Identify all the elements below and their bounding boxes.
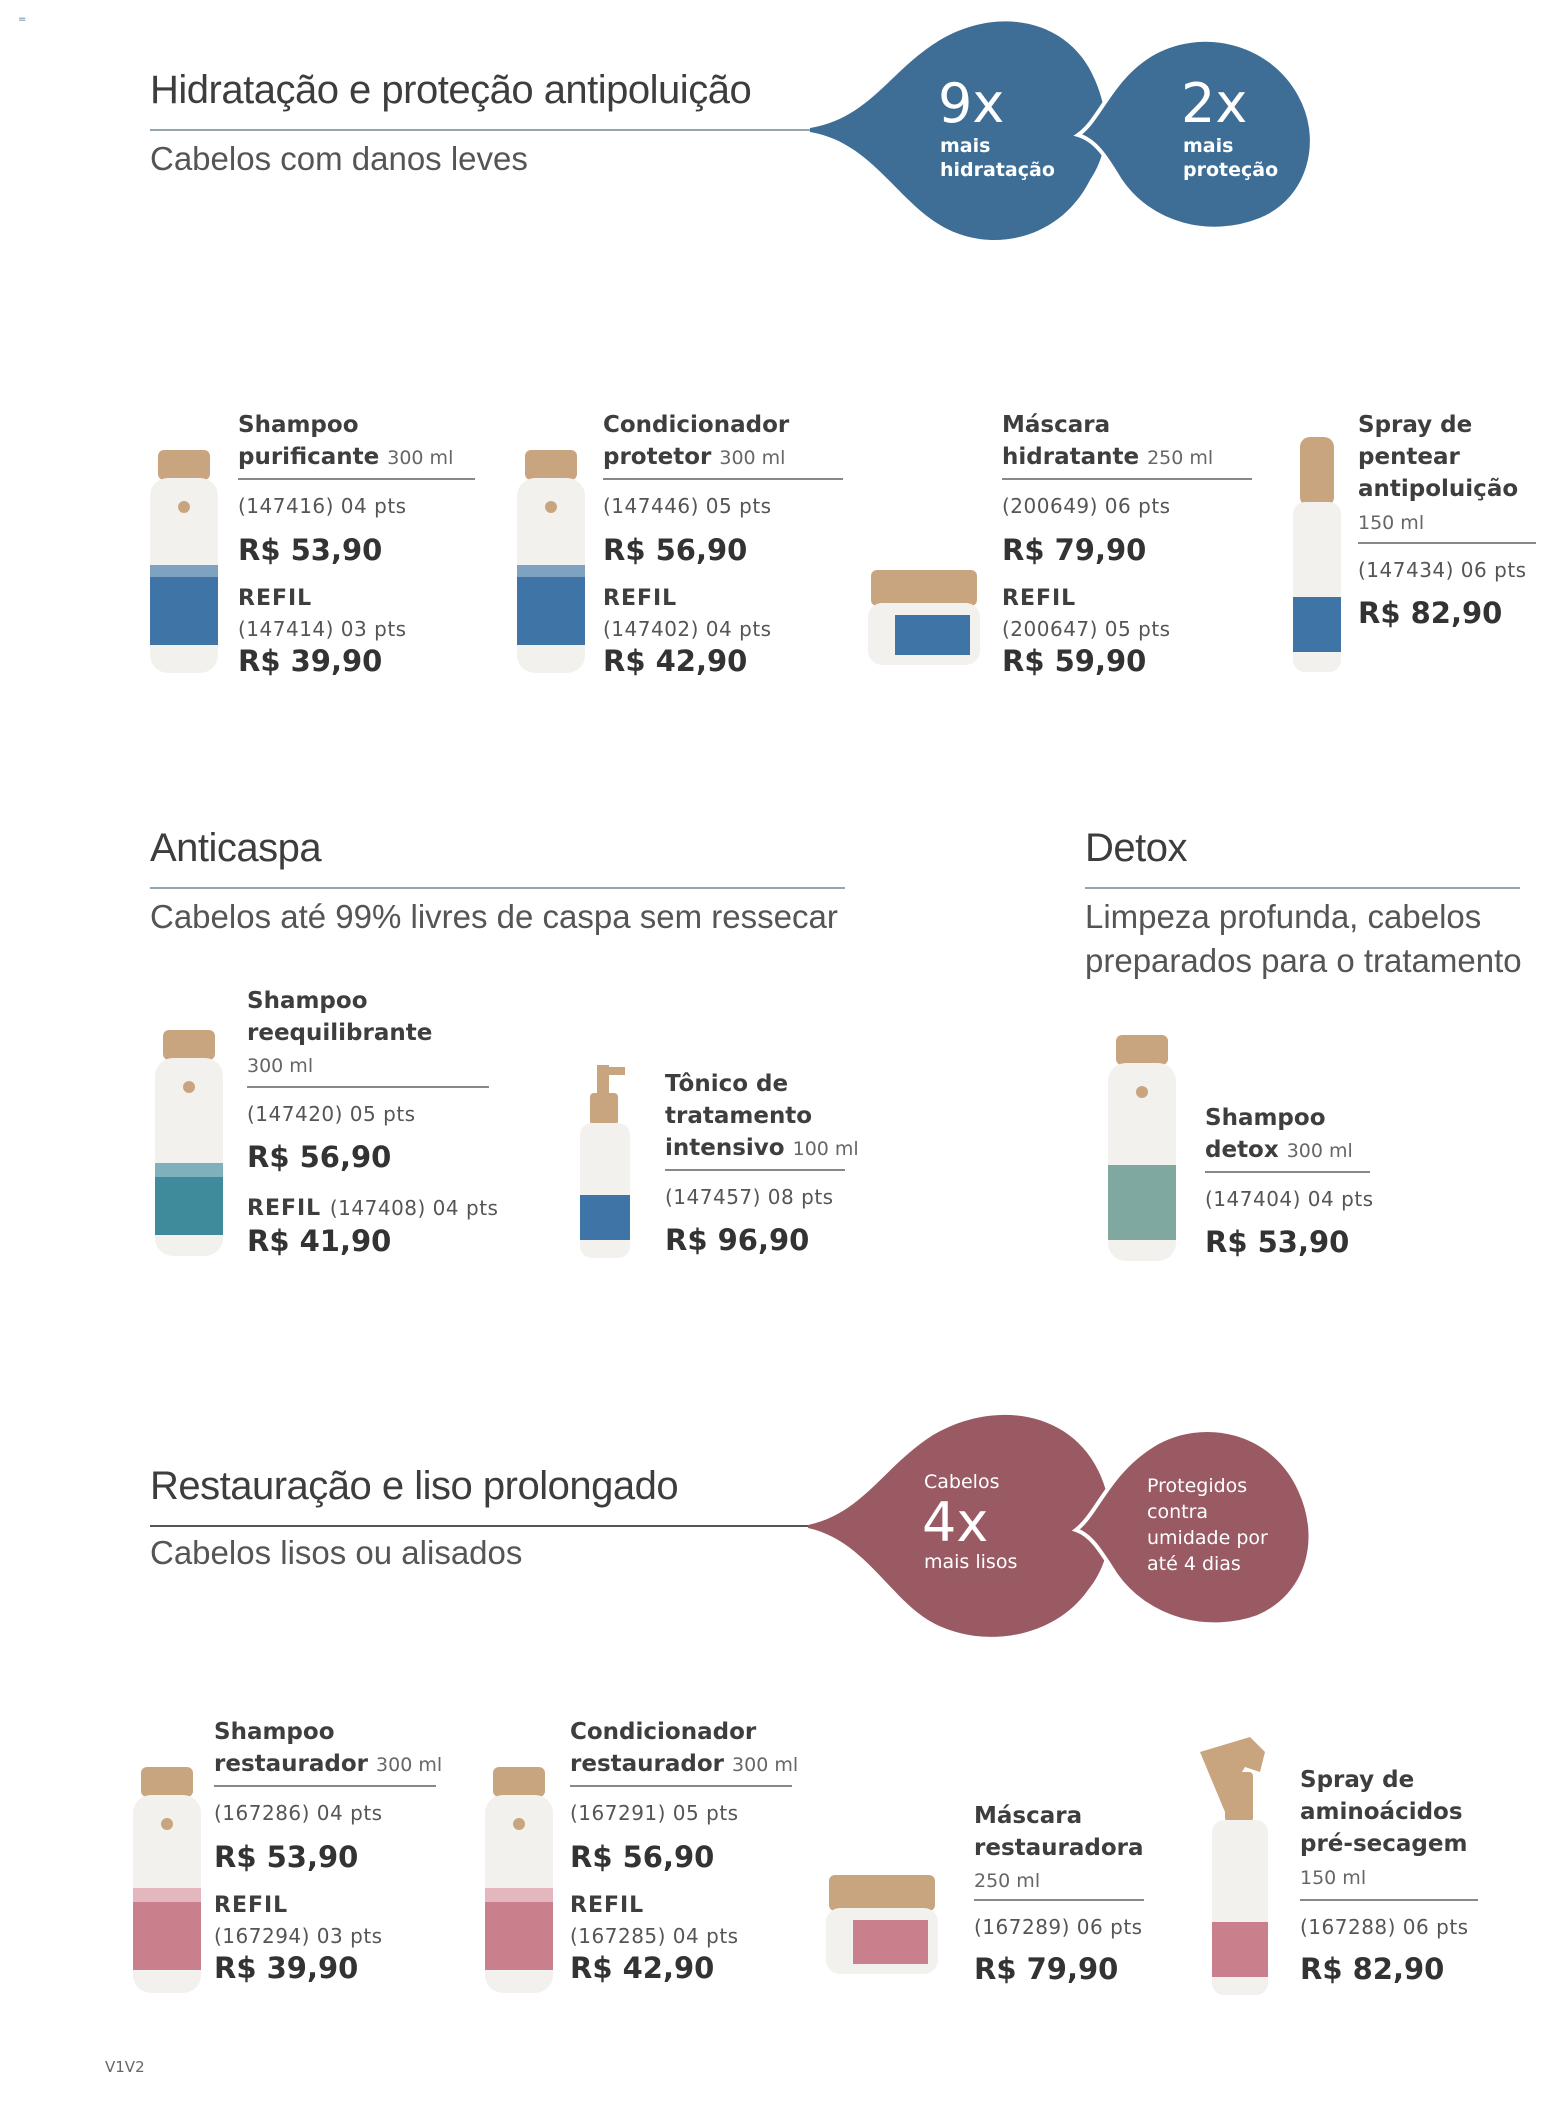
product-code: (147416) 04 pts	[238, 494, 407, 518]
product-price: R$ 96,90	[665, 1223, 810, 1257]
refil-price: R$ 42,90	[570, 1951, 715, 1985]
product-volume: 150 ml	[1358, 512, 1425, 534]
refil-label: REFIL	[570, 1893, 645, 1918]
section-divider	[150, 887, 845, 889]
page-code: V1V2	[105, 2058, 145, 2076]
product-price: R$ 79,90	[1002, 533, 1147, 567]
product-name: Spray de pentear antipoluição	[1358, 412, 1519, 502]
bottle-teal-icon	[150, 1025, 230, 1265]
trigger-spray-icon	[1190, 1732, 1300, 2002]
product-divider	[247, 1086, 489, 1088]
refil-price: R$ 39,90	[238, 644, 383, 678]
bubble-protecao-label1: mais	[1183, 135, 1234, 157]
product-code: (147457) 08 pts	[665, 1185, 834, 1209]
bubble-protecao-label2: proteção	[1183, 159, 1279, 181]
bubble-hidratacao-label2: hidratação	[940, 159, 1055, 181]
product-code: (147404) 04 pts	[1205, 1187, 1374, 1211]
refil-price: R$ 42,90	[603, 644, 748, 678]
refil-price: R$ 39,90	[214, 1951, 359, 1985]
benefit-bubbles	[810, 10, 1330, 255]
product-code: (200649) 06 pts	[1002, 494, 1171, 518]
product-code: (167286) 04 pts	[214, 1801, 383, 1825]
product-price: R$ 82,90	[1300, 1952, 1445, 1986]
refil-code: (147414) 03 pts	[238, 617, 407, 641]
refil-code: (167285) 04 pts	[570, 1924, 739, 1948]
refil-label: REFIL	[603, 586, 678, 611]
bubble-lisos-label2: mais lisos	[924, 1551, 1018, 1573]
section-title-restauracao: Restauração e liso prolongado	[150, 1464, 679, 1508]
refil-line: REFIL (147408) 04 pts	[247, 1196, 499, 1221]
refil-label: REFIL	[1002, 586, 1077, 611]
product-price: R$ 56,90	[570, 1840, 715, 1874]
product-price: R$ 53,90	[1205, 1225, 1350, 1259]
bubble-hidratacao-label1: mais	[940, 135, 991, 157]
section-title-hidratacao: Hidratação e proteção antipoluição	[150, 68, 752, 112]
product-code: (147446) 05 pts	[603, 494, 772, 518]
product-name: Máscara restauradora	[974, 1803, 1144, 1861]
product-divider	[238, 478, 475, 480]
product-code: (167289) 06 pts	[974, 1915, 1143, 1939]
product-price: R$ 56,90	[247, 1140, 392, 1174]
refil-code: (200647) 05 pts	[1002, 617, 1171, 641]
product-volume: 250 ml	[974, 1870, 1041, 1892]
spray-blue-icon	[1288, 432, 1348, 682]
refil-price: R$ 59,90	[1002, 644, 1147, 678]
bubble-umidade-line4: até 4 dias	[1147, 1553, 1241, 1575]
product-code: (147434) 06 pts	[1358, 558, 1527, 582]
section-divider	[1085, 887, 1520, 889]
product-name: Shampoo restaurador 300 ml	[214, 1719, 443, 1777]
refil-label: REFIL	[238, 586, 313, 611]
refil-code: (167294) 03 pts	[214, 1924, 383, 1948]
refil-code: (147402) 04 pts	[603, 617, 772, 641]
product-divider	[1300, 1899, 1478, 1901]
product-name: Spray de aminoácidos pré-secagem	[1300, 1767, 1468, 1857]
dropper-bottle-icon	[572, 1065, 642, 1265]
section-subtitle: Cabelos lisos ou alisados	[150, 1534, 523, 1571]
refil-price: R$ 41,90	[247, 1224, 392, 1258]
product-price: R$ 53,90	[214, 1840, 359, 1874]
product-code: (167291) 05 pts	[570, 1801, 739, 1825]
bubble-protecao-number: 2x	[1181, 72, 1248, 135]
product-price: R$ 79,90	[974, 1952, 1119, 1986]
section-subtitle-line2: preparados para o tratamento	[1085, 942, 1522, 979]
product-divider	[1205, 1171, 1370, 1173]
section-subtitle-line1: Limpeza profunda, cabelos	[1085, 898, 1482, 935]
section-title-detox: Detox	[1085, 826, 1187, 870]
section-divider	[150, 129, 850, 131]
jar-pink-icon	[823, 1870, 943, 1985]
product-name: Shampoo purificante 300 ml	[238, 412, 454, 470]
product-price: R$ 82,90	[1358, 596, 1503, 630]
section-title-anticaspa: Anticaspa	[150, 826, 322, 870]
section-subtitle: Cabelos com danos leves	[150, 140, 528, 177]
product-divider	[214, 1785, 436, 1787]
product-name: Condicionador restaurador 300 ml	[570, 1719, 799, 1777]
product-divider	[603, 478, 843, 480]
bottle-blue-icon	[145, 445, 225, 680]
top-mark: =	[18, 14, 27, 25]
product-divider	[1002, 478, 1252, 480]
bottle-pink-icon	[480, 1762, 560, 2002]
benefit-bubbles	[808, 1395, 1328, 1655]
jar-blue-icon	[865, 565, 985, 675]
bubble-lisos-number: 4x	[922, 1491, 989, 1554]
refil-label: REFIL	[214, 1893, 289, 1918]
bubble-umidade-line1: Protegidos	[1147, 1475, 1248, 1497]
product-volume: 300 ml	[247, 1055, 314, 1077]
product-code: (147420) 05 pts	[247, 1102, 416, 1126]
section-divider	[150, 1525, 840, 1527]
product-divider	[1358, 542, 1536, 544]
bubble-hidratacao-number: 9x	[938, 72, 1005, 135]
product-volume: 150 ml	[1300, 1867, 1367, 1889]
product-price: R$ 56,90	[603, 533, 748, 567]
product-divider	[665, 1169, 845, 1171]
product-name: Shampoo detox 300 ml	[1205, 1105, 1353, 1163]
product-divider	[974, 1899, 1144, 1901]
product-price: R$ 53,90	[238, 533, 383, 567]
product-name: Máscara hidratante 250 ml	[1002, 412, 1214, 470]
section-subtitle: Cabelos até 99% livres de caspa sem ressecar	[150, 898, 838, 935]
product-code: (167288) 06 pts	[1300, 1915, 1469, 1939]
bubble-umidade-line3: umidade por	[1147, 1527, 1268, 1549]
bubble-umidade-line2: contra	[1147, 1501, 1209, 1523]
product-name: Shampoo reequilibrante	[247, 988, 433, 1046]
bottle-green-icon	[1103, 1030, 1183, 1270]
bottle-blue-icon	[512, 445, 592, 680]
product-name: Tônico de tratamento intensivo 100 ml	[665, 1071, 859, 1161]
product-name: Condicionador protetor 300 ml	[603, 412, 790, 470]
bubble-lisos-label1: Cabelos	[924, 1471, 1000, 1493]
bottle-pink-icon	[128, 1762, 208, 2002]
product-divider	[570, 1785, 792, 1787]
